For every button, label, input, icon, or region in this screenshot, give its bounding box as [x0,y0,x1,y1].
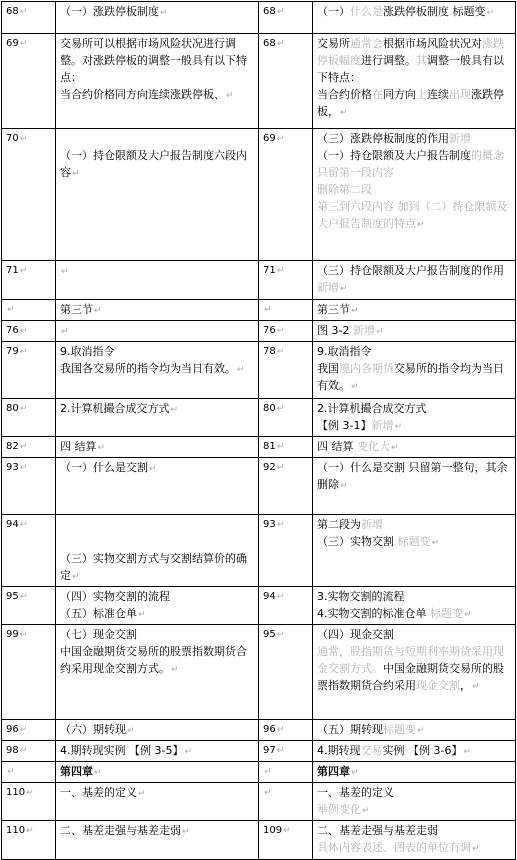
cell-text: 同方向 [383,88,416,101]
return-mark: ↵ [26,826,34,836]
old-page-number [2,720,56,741]
return-mark: ↵ [340,481,348,491]
old-page-number [2,321,56,342]
return-mark: ↵ [264,305,272,315]
return-mark: ↵ [276,39,285,49]
cell-text: ， [460,679,471,692]
revision-note: 新增 [449,132,471,145]
return-mark: ↵ [362,806,370,816]
old-page-number-value: 99 [6,629,19,640]
new-page-number-value: 95 [263,629,276,640]
table-row [2,34,516,129]
old-page-number-value: 68 [6,6,19,17]
cell-text: 3.实物交割的流程 [317,590,405,603]
cell-text: 我国各交易所的指令均为当日有效。 [60,362,236,375]
return-mark: ↵ [375,327,384,337]
new-page-number-value: 96 [263,724,276,735]
new-content [313,399,516,437]
new-content [313,300,516,321]
new-page-number [259,261,313,300]
revision-note: 标题变 [397,535,431,548]
revision-note: 新增 [371,419,394,432]
cell-text: 9.取消指令 [317,345,372,358]
return-mark: ↵ [431,538,440,548]
return-mark: ↵ [19,463,28,473]
cell-text: 四 结算 [60,440,97,453]
old-page-number-value: 82 [6,441,19,452]
revision-note: 现金交割 [416,679,460,692]
return-mark: ↵ [276,7,285,17]
cell-text: （一）涨跌停板制度 [60,5,159,18]
old-content [56,741,259,762]
new-content [313,458,516,515]
table-row [2,625,516,720]
cell-text: 4.期转现 [317,744,361,757]
table-row [2,515,516,587]
return-mark: ↵ [19,326,28,336]
return-mark: ↵ [276,630,285,640]
revision-note: 删除第二段 [317,183,372,196]
cell-text: 连续 [427,88,449,101]
old-page-number-value: 76 [6,325,19,336]
cell-text: 第二段为 [317,518,361,531]
old-content [56,783,259,821]
new-content [313,342,516,399]
new-page-number-value: 109 [263,825,283,836]
return-mark: ↵ [276,404,285,414]
old-page-number [2,762,56,783]
return-mark: ↵ [276,725,285,735]
new-page-number-value: 76 [263,325,276,336]
return-mark: ↵ [276,463,285,473]
old-content [56,515,259,587]
revision-note: 第三到六段内容 加到（二）持仓限额及大户报告制度的特点 [317,200,508,230]
new-page-number [259,300,313,321]
cell-text: （四）实物交割的流程 [60,590,170,603]
old-content [56,762,259,783]
revision-note: 的概念 [471,149,504,162]
return-mark: ↵ [417,220,425,230]
return-mark: ↵ [72,169,80,179]
revision-note: 标题变 [430,607,463,620]
old-content [56,300,259,321]
cell-text: 一、基差的定义 [60,786,137,799]
return-mark: ↵ [171,665,179,675]
old-page-number [2,741,56,762]
old-page-number-value: 94 [6,519,19,530]
new-page-number [259,458,313,515]
comparison-table [1,1,516,860]
cell-text: （三）涨跌停板制度的作用 [317,132,449,145]
new-page-number [259,321,313,342]
return-mark: ↵ [391,443,399,453]
cell-text: 第三节 [60,303,93,316]
return-mark: ↵ [7,767,15,777]
cell-text: 根据市场风险状况对 [383,37,482,50]
revision-note: 举例变化 [317,803,361,816]
return-mark: ↵ [19,746,28,756]
new-page-number [259,2,313,34]
return-mark: ↵ [394,422,403,432]
old-page-number-value: 71 [6,265,19,276]
return-mark: ↵ [19,725,28,735]
old-content [56,129,259,261]
return-mark: ↵ [149,464,157,474]
return-mark: ↵ [138,610,146,620]
new-page-number [259,129,313,261]
new-page-number [259,437,313,458]
new-page-number-value: 69 [263,133,276,144]
revision-note: 涨跌停板幅度 [317,37,504,67]
return-mark: ↵ [19,7,28,17]
return-mark: ↵ [138,789,146,799]
old-content [56,34,259,129]
old-page-number [2,458,56,515]
return-mark: ↵ [19,442,28,452]
table-row [2,720,516,741]
new-content [313,321,516,342]
return-mark: ↵ [264,788,272,798]
return-mark: ↵ [472,682,480,692]
new-page-number-value: 92 [263,462,276,473]
cell-text: （一）什么是交割 [60,461,148,474]
new-content [313,587,516,625]
cell-text: 涨跌停板， [317,88,504,118]
new-page-number [259,783,313,821]
revision-note: 交易 [360,744,383,757]
cell-text: 二、基差走强与基差走弱 [60,824,181,837]
new-page-number [259,342,313,399]
return-mark: ↵ [182,827,190,837]
cell-text: 第四章 [60,765,93,778]
revision-note: 标题变 [383,723,416,736]
cell-text: （三）持仓限额及大户报告制度的作用 [317,264,504,277]
cell-text: 中国金融期货交易所的股票指数期货合约采用现金交割方式。 [60,645,247,675]
new-content [313,625,516,720]
table-row [2,300,516,321]
return-mark: ↵ [72,572,80,582]
cell-text: （五）标准仓单 [60,607,137,620]
old-content [56,587,259,625]
old-page-number-value: 79 [6,346,19,357]
cell-text: （五）期转现 [317,723,383,736]
new-content [313,34,516,129]
revision-note: 通常会 [350,37,383,50]
cell-text: 第三节 [317,303,350,316]
cell-text: （七）现金交割 [60,628,137,641]
old-page-number [2,342,56,399]
new-page-number [259,720,313,741]
old-content [56,2,259,34]
table-row [2,762,516,783]
old-content [56,458,259,515]
table-row [2,437,516,458]
table-row [2,587,516,625]
old-content [56,399,259,437]
return-mark: ↵ [417,726,425,736]
new-content [313,2,516,34]
return-mark: ↵ [94,306,102,316]
new-content [313,261,516,300]
cell-text: 一、基差的定义 [317,786,394,799]
return-mark: ↵ [340,284,348,294]
revision-note: 上 [416,88,427,101]
cell-text: 第四章 [317,765,350,778]
old-page-number-value: 95 [6,591,19,602]
new-page-number [259,587,313,625]
revision-note: 其 [416,54,427,67]
table-row [2,261,516,300]
cell-text: 2.计算机撮合成交方式 [317,402,427,415]
return-mark: ↵ [184,747,193,757]
new-content [313,515,516,587]
return-mark: ↵ [486,8,495,18]
table-row [2,321,516,342]
cell-text: 二、基差走强与基差走弱 [317,824,438,837]
table-row [2,741,516,762]
cell-text: 【例 3-1】 [317,419,372,432]
table-row [2,342,516,399]
return-mark: ↵ [237,365,245,375]
cell-text: （一）什么是交割 只留第一整句，其余删除 [317,461,508,491]
return-mark: ↵ [276,326,285,336]
table-row [2,458,516,515]
return-mark: ↵ [61,267,69,277]
revision-note: 只留第一段内容 [317,166,394,179]
cell-text: 进行调整。 [361,54,416,67]
old-page-number [2,129,56,261]
return-mark: ↵ [19,404,28,414]
return-mark: ↵ [19,592,28,602]
cell-text: 当合约价格 [317,88,372,101]
old-page-number [2,783,56,821]
return-mark: ↵ [276,442,285,452]
old-page-number [2,437,56,458]
new-content [313,762,516,783]
new-page-number [259,741,313,762]
cell-text: （四）现金交割 [317,628,394,641]
return-mark: ↵ [19,266,28,276]
old-page-number-value: 98 [6,745,19,756]
return-mark: ↵ [94,768,102,778]
revision-note: 新增 [352,324,375,337]
return-mark: ↵ [19,630,28,640]
return-mark: ↵ [7,305,15,315]
cell-text: 我国 [317,362,339,375]
cell-text: 9.取消指令 [60,345,115,358]
old-content [56,261,259,300]
revision-note: 变化大 [357,440,390,453]
old-page-number [2,2,56,34]
new-page-number [259,34,313,129]
return-mark: ↵ [226,91,234,101]
cell-text: 4.期转现实例 【例 3-5】 [60,744,184,757]
old-page-number-value: 110 [6,787,26,798]
new-page-number-value: 68 [263,38,276,49]
cell-text: 2.计算机撮合成交方式 [60,402,170,415]
table-row [2,399,516,437]
old-page-number-value: 80 [6,403,19,414]
cell-text: 4.实物交割的标准仓单 [317,607,430,620]
old-content [56,821,259,860]
return-mark: ↵ [127,726,135,736]
old-content [56,321,259,342]
new-page-number-value: 93 [263,519,276,530]
revision-note: 通常，股指期货与短期利率期货采用现金交割方式。 [317,645,504,675]
return-mark: ↵ [276,746,285,756]
return-mark: ↵ [276,592,285,602]
old-page-number-value: 70 [6,133,19,144]
new-content [313,821,516,860]
cell-text: 图 3-2 [317,324,353,337]
table-row [2,129,516,261]
revision-note: 境内各期货 [339,362,394,375]
old-page-number-value: 96 [6,724,19,735]
new-page-number [259,762,313,783]
return-mark: ↵ [351,768,359,778]
cell-text: （一）持仓限额及大户报告制度 [317,149,471,162]
new-content [313,720,516,741]
old-page-number [2,587,56,625]
return-mark: ↵ [160,8,168,18]
revision-note: 新增 [317,281,339,294]
cell-text: （六）期转现 [60,723,126,736]
cell-text: （三）实物交割 [317,535,398,548]
new-page-number-value: 71 [263,265,276,276]
new-page-number [259,399,313,437]
new-page-number-value: 81 [263,441,276,452]
return-mark: ↵ [276,134,285,144]
table-row [2,821,516,860]
revision-note: 出现 [449,88,471,101]
cell-text: 涨跌停板制度 标题变 [383,5,486,18]
return-mark: ↵ [264,767,272,777]
old-page-number [2,300,56,321]
revision-note: 新增 [361,518,383,531]
new-content [313,437,516,458]
return-mark: ↵ [340,108,348,118]
cell-text: 交易所 [317,37,350,50]
old-page-number [2,34,56,129]
new-page-number-value: 94 [263,591,276,602]
old-content [56,437,259,458]
return-mark: ↵ [61,327,69,337]
old-content [56,625,259,720]
old-page-number [2,261,56,300]
old-page-number [2,625,56,720]
return-mark: ↵ [276,266,285,276]
return-mark: ↵ [351,382,359,392]
new-page-number-value: 97 [263,745,276,756]
table-row [2,783,516,821]
cell-text: （一）持仓限额及大户报告制度六段内容 [60,149,247,179]
return-mark: ↵ [19,520,28,530]
table-row [2,2,516,34]
cell-text: 调整一般具有以下特点： [317,54,504,84]
new-page-number-value: 68 [263,6,276,17]
return-mark: ↵ [276,520,285,530]
new-content [313,741,516,762]
return-mark: ↵ [19,347,28,357]
cell-text: （三）实物交割方式与交割结算价的确定 [60,552,247,582]
cell-text: 实例 【例 3-6】 [382,744,463,757]
return-mark: ↵ [283,826,291,836]
return-mark: ↵ [276,347,285,357]
cell-text: 四 结算 [317,440,357,453]
return-mark: ↵ [351,306,359,316]
cell-text: 中国金融期货交易所的股票指数期货合约采用 [317,662,504,692]
cell-text: 当合约价格同方向连续涨跌停板、 [60,88,225,101]
revision-note: 什么是 [350,5,383,18]
new-content [313,783,516,821]
return-mark: ↵ [19,134,28,144]
old-page-number-value: 110 [6,825,26,836]
revision-note: 具体内容表述、图表的单位有调 [317,841,471,854]
return-mark: ↵ [170,405,179,415]
old-page-number [2,399,56,437]
old-page-number-value: 93 [6,462,19,473]
return-mark: ↵ [463,747,472,757]
new-page-number [259,625,313,720]
return-mark: ↵ [19,39,28,49]
cell-text: 交易所可以根据市场风险状况进行调整。对涨跌停板的调整一般具有以下特点： [60,37,247,84]
old-content [56,342,259,399]
return-mark: ↵ [26,788,34,798]
return-mark: ↵ [464,610,472,620]
old-page-number [2,821,56,860]
old-page-number-value: 69 [6,38,19,49]
new-page-number-value: 80 [263,403,276,414]
revision-note: 在 [372,88,383,101]
new-page-number [259,515,313,587]
new-page-number-value: 78 [263,346,276,357]
old-content [56,720,259,741]
return-mark: ↵ [97,443,106,453]
new-content [313,129,516,261]
cell-text: 交易所的指令均为当日有效。 [317,362,504,392]
cell-text: （一） [317,5,350,18]
old-page-number [2,515,56,587]
return-mark: ↵ [472,844,480,854]
new-page-number [259,821,313,860]
